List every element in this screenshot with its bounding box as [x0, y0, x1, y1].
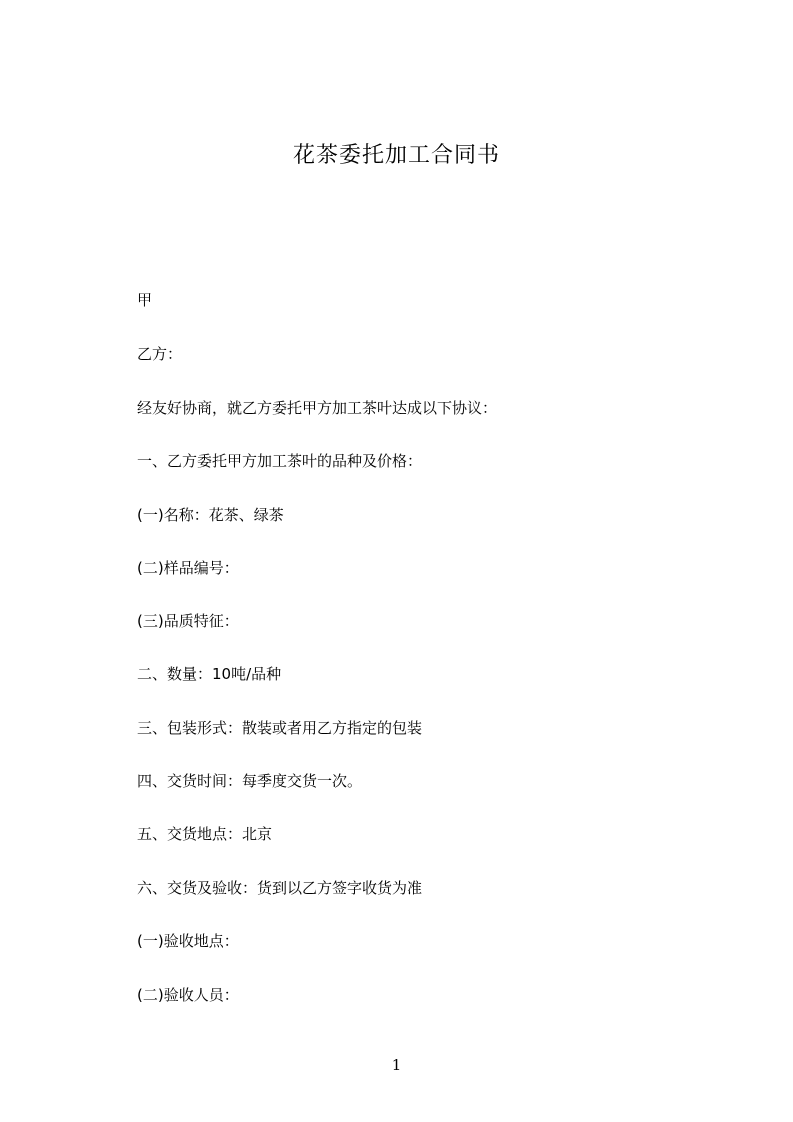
document-title: 花茶委托加工合同书 — [292, 143, 500, 168]
acceptance-staff: (二)验收人员： — [137, 986, 239, 1004]
item-quality: (三)品质特征： — [137, 612, 239, 630]
section-3-packaging: 三、包装形式：散装或者用乙方指定的包装 — [137, 719, 423, 737]
item-name: (一)名称：花茶、绿茶 — [137, 506, 284, 524]
section-5-delivery-place: 五、交货地点：北京 — [137, 825, 273, 843]
item-sample-number: (二)样品编号： — [137, 559, 239, 577]
section-4-delivery-time: 四、交货时间：每季度交货一次。 — [137, 772, 363, 790]
party-b-line: 乙方： — [137, 345, 183, 363]
acceptance-place: (一)验收地点： — [137, 932, 239, 950]
section-2-quantity: 二、数量：10吨/品种 — [137, 665, 282, 683]
party-a-line: 甲 — [137, 291, 153, 309]
section-1-heading: 一、乙方委托甲方加工茶叶的品种及价格： — [137, 452, 423, 470]
section-6-acceptance: 六、交货及验收：货到以乙方签字收货为准 — [137, 879, 423, 897]
page-number: 1 — [391, 1056, 402, 1074]
agreement-intro: 经友好协商，就乙方委托甲方加工茶叶达成以下协议： — [137, 399, 498, 417]
